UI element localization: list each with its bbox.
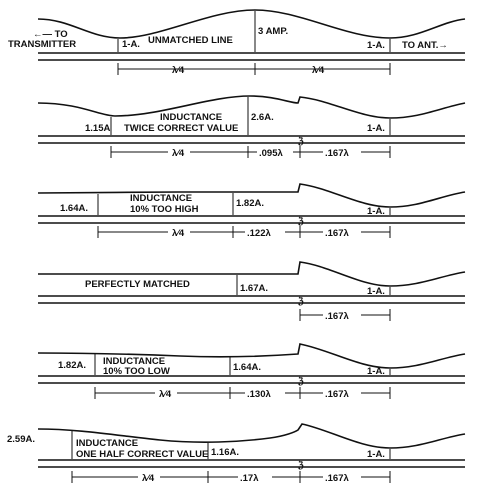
left-current-label: 1.82A. — [58, 360, 86, 371]
standing-wave-curve — [38, 10, 465, 38]
right-current-label: 1-A. — [367, 366, 385, 377]
panel-too-high — [38, 184, 465, 239]
condition-label: TWICE CORRECT VALUE — [124, 123, 239, 134]
right-current-label: 1-A. — [367, 286, 385, 297]
panel-perfectly-matched — [38, 262, 465, 322]
dimension-label-coil-spacing: .17λ — [240, 473, 259, 484]
panel-twice-correct — [38, 96, 465, 159]
right-current-label: 1-A. — [367, 123, 385, 134]
panel-too-low — [38, 344, 465, 400]
loading-coil-icon: ℨ — [298, 136, 304, 146]
dimension-label-coil-spacing: .095λ — [259, 148, 283, 159]
dimension-label-coil-spacing: .130λ — [247, 389, 271, 400]
dimension-label-stub: .167λ — [325, 228, 349, 239]
peak-current-label: 2.6A. — [251, 112, 274, 123]
dimension-label-quarter-wave: λ⁄4 — [172, 148, 185, 159]
dimension-label-stub: .167λ — [325, 311, 349, 322]
panel-one-half — [7, 424, 465, 484]
left-current-label: 2.59A. — [7, 434, 35, 445]
inductance-label: INDUCTANCE — [160, 112, 223, 123]
right-current-label: 1-A. — [367, 449, 385, 460]
dimension-label-quarter-wave: λ⁄4 — [142, 473, 155, 484]
peak-current-label: 1.64A. — [233, 362, 261, 373]
peak-current-label: 1.16A. — [211, 447, 239, 458]
to-transmitter-label-1: ←— TO — [33, 29, 68, 40]
dimension-label-stub: .167λ — [325, 148, 349, 159]
dimension-label-stub: .167λ — [325, 389, 349, 400]
dimension-label-quarter-wave-2: λ⁄4 — [312, 65, 325, 76]
dimension-label-quarter-wave: λ⁄4 — [159, 389, 172, 400]
peak-current-label: 1.67A. — [240, 283, 268, 294]
left-current-label: 1-A. — [122, 39, 140, 50]
to-transmitter-label-2: TRANSMITTER — [8, 39, 77, 50]
panel-title: UNMATCHED LINE — [148, 35, 233, 46]
loading-coil-icon: ℨ — [298, 376, 304, 386]
inductance-label: INDUCTANCE — [103, 356, 166, 367]
loading-coil-icon: ℨ — [298, 296, 304, 306]
peak-current-label: 3 AMP. — [258, 26, 289, 37]
loading-coil-icon: ℨ — [298, 460, 304, 470]
left-current-label: 1.64A. — [60, 203, 88, 214]
inductance-label: INDUCTANCE — [130, 193, 193, 204]
dimension-label-stub: .167λ — [325, 473, 349, 484]
dimension-label-coil-spacing: .122λ — [247, 228, 271, 239]
panel-unmatched — [8, 10, 465, 76]
left-current-label: 1.15A — [85, 123, 111, 134]
peak-current-label: 1.82A. — [236, 198, 264, 209]
panel-title: PERFECTLY MATCHED — [85, 279, 190, 290]
loading-coil-icon: ℨ — [298, 216, 304, 226]
right-current-label: 1-A. — [367, 206, 385, 217]
dimension-label-quarter-wave-1: λ⁄4 — [172, 65, 185, 76]
dimension-label-quarter-wave: λ⁄4 — [172, 228, 185, 239]
inductance-label: INDUCTANCE — [76, 438, 139, 449]
condition-label: 10% TOO HIGH — [130, 204, 199, 215]
right-current-label: 1-A. — [367, 40, 385, 51]
to-antenna-label: TO ANT.→ — [402, 40, 448, 51]
condition-label: 10% TOO LOW — [103, 366, 170, 377]
condition-label: ONE HALF CORRECT VALUE — [76, 449, 209, 460]
